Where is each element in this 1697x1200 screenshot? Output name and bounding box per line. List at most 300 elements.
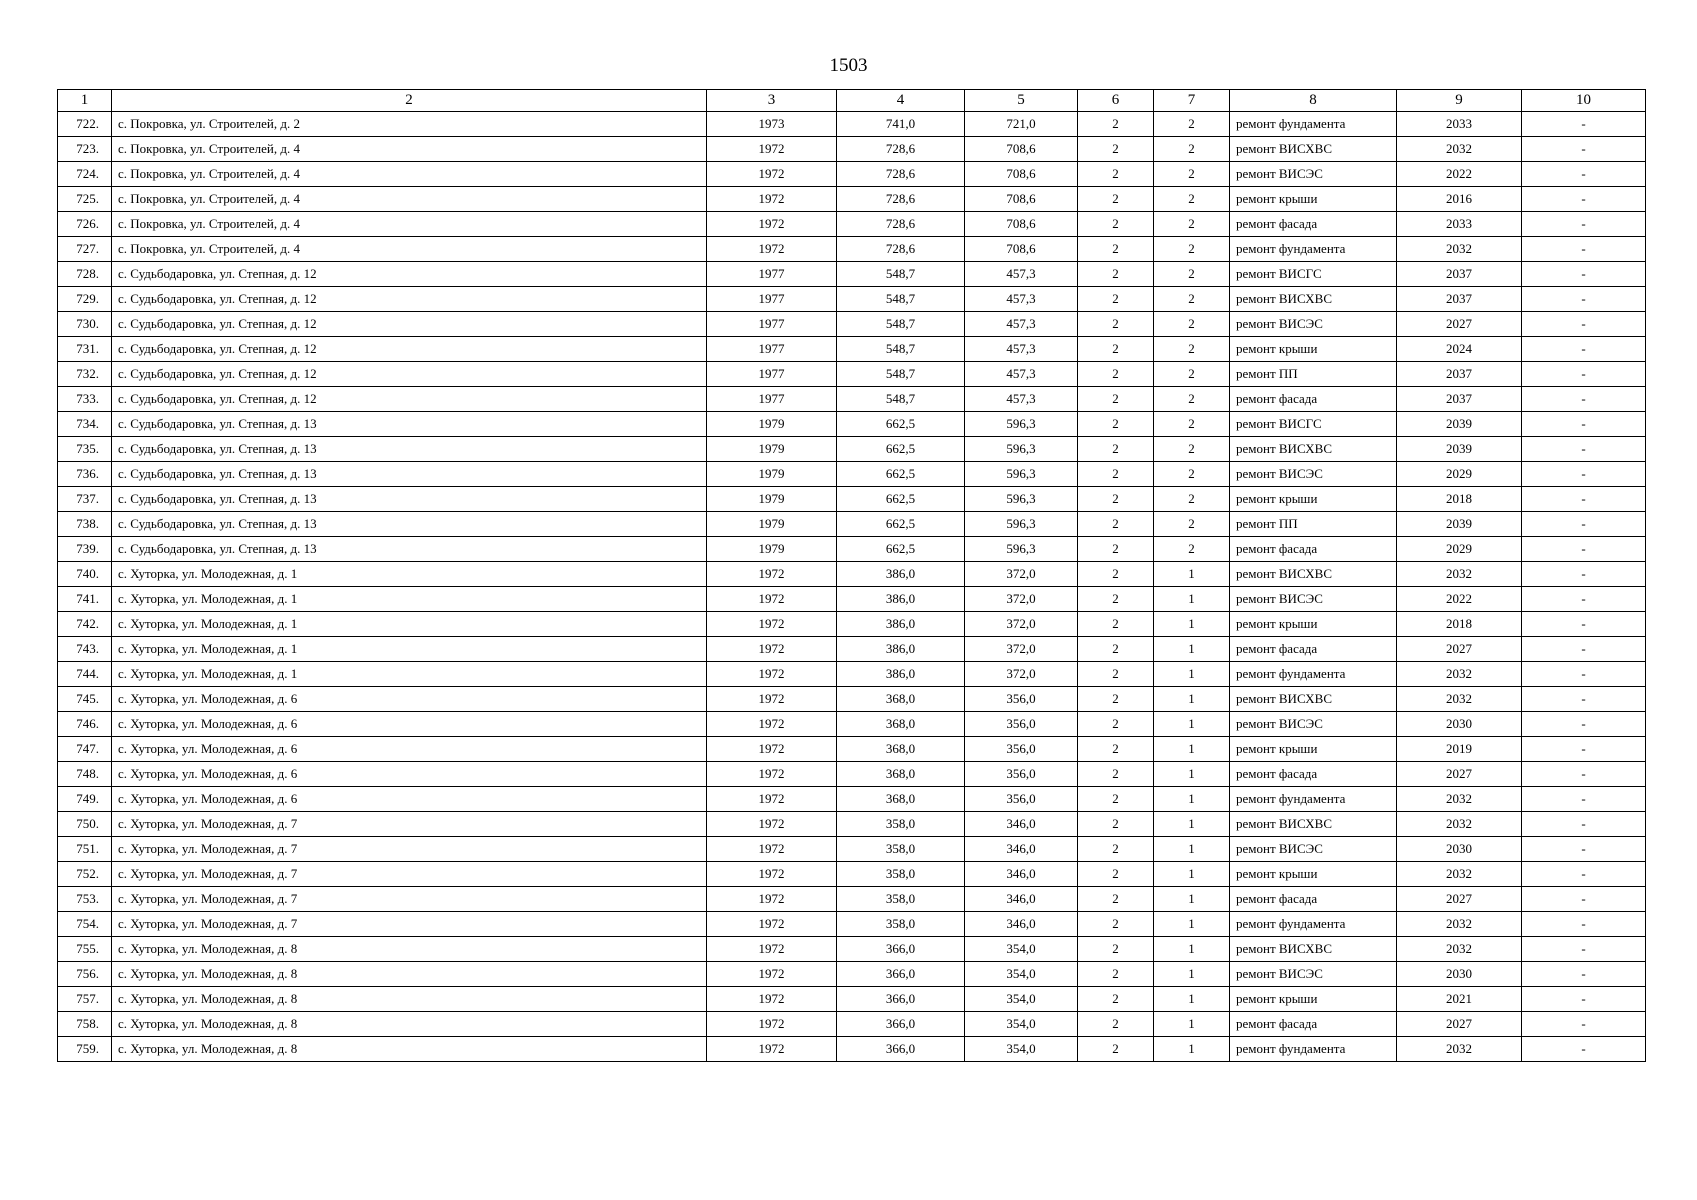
living-area-cell: 457,3 — [965, 312, 1078, 337]
entrances-cell: 2 — [1154, 337, 1230, 362]
floors-cell: 2 — [1078, 962, 1154, 987]
address-cell: с. Хуторка, ул. Молодежная, д. 7 — [112, 812, 707, 837]
total-area-cell: 662,5 — [837, 437, 965, 462]
planned-year-cell: 2032 — [1397, 562, 1522, 587]
living-area-cell: 372,0 — [965, 662, 1078, 687]
floors-cell: 2 — [1078, 1037, 1154, 1062]
living-area-cell: 708,6 — [965, 237, 1078, 262]
planned-year-cell: 2022 — [1397, 162, 1522, 187]
total-area-cell: 386,0 — [837, 637, 965, 662]
year-built-cell: 1972 — [707, 687, 837, 712]
total-area-cell: 386,0 — [837, 612, 965, 637]
note-cell: - — [1522, 987, 1646, 1012]
living-area-cell: 372,0 — [965, 637, 1078, 662]
note-cell: - — [1522, 537, 1646, 562]
column-header: 10 — [1522, 90, 1646, 112]
living-area-cell: 356,0 — [965, 762, 1078, 787]
floors-cell: 2 — [1078, 387, 1154, 412]
table-row — [58, 987, 1646, 1012]
total-area-cell: 548,7 — [837, 387, 965, 412]
planned-year-cell: 2027 — [1397, 1012, 1522, 1037]
table-row — [58, 137, 1646, 162]
floors-cell: 2 — [1078, 612, 1154, 637]
column-header: 4 — [837, 90, 965, 112]
entrances-cell: 1 — [1154, 737, 1230, 762]
row-number-cell: 743. — [58, 637, 112, 662]
entrances-cell: 2 — [1154, 162, 1230, 187]
total-area-cell: 358,0 — [837, 887, 965, 912]
year-built-cell: 1972 — [707, 237, 837, 262]
address-cell: с. Хуторка, ул. Молодежная, д. 8 — [112, 1012, 707, 1037]
total-area-cell: 728,6 — [837, 212, 965, 237]
total-area-cell: 548,7 — [837, 337, 965, 362]
floors-cell: 2 — [1078, 362, 1154, 387]
living-area-cell: 356,0 — [965, 787, 1078, 812]
entrances-cell: 2 — [1154, 237, 1230, 262]
floors-cell: 2 — [1078, 587, 1154, 612]
total-area-cell: 662,5 — [837, 412, 965, 437]
floors-cell: 2 — [1078, 337, 1154, 362]
entrances-cell: 2 — [1154, 512, 1230, 537]
entrances-cell: 1 — [1154, 787, 1230, 812]
planned-year-cell: 2039 — [1397, 437, 1522, 462]
work-type-cell: ремонт ВИСХВС — [1230, 562, 1397, 587]
note-cell: - — [1522, 437, 1646, 462]
total-area-cell: 368,0 — [837, 762, 965, 787]
entrances-cell: 1 — [1154, 812, 1230, 837]
note-cell: - — [1522, 362, 1646, 387]
work-type-cell: ремонт ВИСЭС — [1230, 587, 1397, 612]
floors-cell: 2 — [1078, 1012, 1154, 1037]
row-number-cell: 722. — [58, 112, 112, 137]
table-row — [58, 287, 1646, 312]
work-type-cell: ремонт крыши — [1230, 487, 1397, 512]
total-area-cell: 386,0 — [837, 662, 965, 687]
work-type-cell: ремонт крыши — [1230, 737, 1397, 762]
work-type-cell: ремонт фасада — [1230, 1012, 1397, 1037]
address-cell: с. Хуторка, ул. Молодежная, д. 1 — [112, 612, 707, 637]
column-header: 8 — [1230, 90, 1397, 112]
entrances-cell: 1 — [1154, 962, 1230, 987]
entrances-cell: 1 — [1154, 612, 1230, 637]
note-cell: - — [1522, 162, 1646, 187]
floors-cell: 2 — [1078, 712, 1154, 737]
entrances-cell: 2 — [1154, 537, 1230, 562]
year-built-cell: 1972 — [707, 762, 837, 787]
living-area-cell: 372,0 — [965, 562, 1078, 587]
table-row — [58, 962, 1646, 987]
address-cell: с. Хуторка, ул. Молодежная, д. 6 — [112, 687, 707, 712]
living-area-cell: 596,3 — [965, 512, 1078, 537]
living-area-cell: 372,0 — [965, 612, 1078, 637]
table-row — [58, 812, 1646, 837]
note-cell: - — [1522, 387, 1646, 412]
row-number-cell: 752. — [58, 862, 112, 887]
row-number-cell: 727. — [58, 237, 112, 262]
row-number-cell: 723. — [58, 137, 112, 162]
table-row — [58, 687, 1646, 712]
year-built-cell: 1979 — [707, 437, 837, 462]
total-area-cell: 358,0 — [837, 812, 965, 837]
table-row — [58, 537, 1646, 562]
planned-year-cell: 2032 — [1397, 662, 1522, 687]
note-cell: - — [1522, 662, 1646, 687]
planned-year-cell: 2032 — [1397, 812, 1522, 837]
address-cell: с. Хуторка, ул. Молодежная, д. 6 — [112, 737, 707, 762]
planned-year-cell: 2029 — [1397, 462, 1522, 487]
table-row — [58, 187, 1646, 212]
table-row — [58, 587, 1646, 612]
entrances-cell: 2 — [1154, 262, 1230, 287]
total-area-cell: 728,6 — [837, 237, 965, 262]
living-area-cell: 354,0 — [965, 1037, 1078, 1062]
row-number-cell: 740. — [58, 562, 112, 587]
table-row — [58, 637, 1646, 662]
total-area-cell: 366,0 — [837, 962, 965, 987]
address-cell: с. Хуторка, ул. Молодежная, д. 1 — [112, 662, 707, 687]
living-area-cell: 346,0 — [965, 837, 1078, 862]
entrances-cell: 1 — [1154, 912, 1230, 937]
row-number-cell: 734. — [58, 412, 112, 437]
planned-year-cell: 2027 — [1397, 637, 1522, 662]
year-built-cell: 1972 — [707, 562, 837, 587]
planned-year-cell: 2030 — [1397, 962, 1522, 987]
note-cell: - — [1522, 712, 1646, 737]
row-number-cell: 744. — [58, 662, 112, 687]
note-cell: - — [1522, 287, 1646, 312]
row-number-cell: 726. — [58, 212, 112, 237]
planned-year-cell: 2022 — [1397, 587, 1522, 612]
work-type-cell: ремонт ПП — [1230, 512, 1397, 537]
living-area-cell: 346,0 — [965, 862, 1078, 887]
year-built-cell: 1977 — [707, 312, 837, 337]
entrances-cell: 1 — [1154, 1037, 1230, 1062]
living-area-cell: 457,3 — [965, 387, 1078, 412]
planned-year-cell: 2016 — [1397, 187, 1522, 212]
floors-cell: 2 — [1078, 312, 1154, 337]
column-header: 2 — [112, 90, 707, 112]
table-row — [58, 362, 1646, 387]
floors-cell: 2 — [1078, 762, 1154, 787]
row-number-cell: 742. — [58, 612, 112, 637]
note-cell: - — [1522, 612, 1646, 637]
entrances-cell: 1 — [1154, 837, 1230, 862]
row-number-cell: 745. — [58, 687, 112, 712]
floors-cell: 2 — [1078, 112, 1154, 137]
year-built-cell: 1973 — [707, 112, 837, 137]
table-row — [58, 562, 1646, 587]
entrances-cell: 1 — [1154, 1012, 1230, 1037]
note-cell: - — [1522, 812, 1646, 837]
work-type-cell: ремонт ВИСГС — [1230, 262, 1397, 287]
living-area-cell: 356,0 — [965, 687, 1078, 712]
living-area-cell: 596,3 — [965, 462, 1078, 487]
planned-year-cell: 2037 — [1397, 387, 1522, 412]
living-area-cell: 596,3 — [965, 537, 1078, 562]
total-area-cell: 386,0 — [837, 562, 965, 587]
entrances-cell: 1 — [1154, 987, 1230, 1012]
row-number-cell: 725. — [58, 187, 112, 212]
floors-cell: 2 — [1078, 187, 1154, 212]
row-number-cell: 748. — [58, 762, 112, 787]
address-cell: с. Судьбодаровка, ул. Степная, д. 12 — [112, 362, 707, 387]
entrances-cell: 1 — [1154, 862, 1230, 887]
address-cell: с. Судьбодаровка, ул. Степная, д. 13 — [112, 412, 707, 437]
page-number: 1503 — [829, 55, 868, 76]
work-type-cell: ремонт фасада — [1230, 387, 1397, 412]
entrances-cell: 2 — [1154, 412, 1230, 437]
work-type-cell: ремонт фундамента — [1230, 912, 1397, 937]
total-area-cell: 368,0 — [837, 787, 965, 812]
entrances-cell: 2 — [1154, 212, 1230, 237]
column-header: 1 — [58, 90, 112, 112]
living-area-cell: 708,6 — [965, 162, 1078, 187]
work-type-cell: ремонт ВИСГС — [1230, 412, 1397, 437]
note-cell: - — [1522, 687, 1646, 712]
living-area-cell: 346,0 — [965, 912, 1078, 937]
entrances-cell: 1 — [1154, 562, 1230, 587]
planned-year-cell: 2018 — [1397, 487, 1522, 512]
floors-cell: 2 — [1078, 812, 1154, 837]
planned-year-cell: 2032 — [1397, 137, 1522, 162]
living-area-cell: 596,3 — [965, 437, 1078, 462]
planned-year-cell: 2030 — [1397, 837, 1522, 862]
floors-cell: 2 — [1078, 512, 1154, 537]
table-row — [58, 937, 1646, 962]
address-cell: с. Хуторка, ул. Молодежная, д. 7 — [112, 862, 707, 887]
year-built-cell: 1977 — [707, 337, 837, 362]
total-area-cell: 366,0 — [837, 1037, 965, 1062]
address-cell: с. Хуторка, ул. Молодежная, д. 8 — [112, 937, 707, 962]
year-built-cell: 1972 — [707, 787, 837, 812]
address-cell: с. Хуторка, ул. Молодежная, д. 1 — [112, 562, 707, 587]
year-built-cell: 1979 — [707, 512, 837, 537]
total-area-cell: 548,7 — [837, 287, 965, 312]
total-area-cell: 358,0 — [837, 912, 965, 937]
work-type-cell: ремонт крыши — [1230, 862, 1397, 887]
work-type-cell: ремонт ВИСХВС — [1230, 287, 1397, 312]
planned-year-cell: 2033 — [1397, 212, 1522, 237]
floors-cell: 2 — [1078, 162, 1154, 187]
total-area-cell: 548,7 — [837, 362, 965, 387]
year-built-cell: 1972 — [707, 1037, 837, 1062]
work-type-cell: ремонт ВИСЭС — [1230, 712, 1397, 737]
year-built-cell: 1972 — [707, 212, 837, 237]
planned-year-cell: 2032 — [1397, 912, 1522, 937]
table-row — [58, 162, 1646, 187]
work-type-cell: ремонт фасада — [1230, 637, 1397, 662]
address-cell: с. Судьбодаровка, ул. Степная, д. 13 — [112, 537, 707, 562]
note-cell: - — [1522, 587, 1646, 612]
living-area-cell: 457,3 — [965, 262, 1078, 287]
work-type-cell: ремонт фундамента — [1230, 237, 1397, 262]
living-area-cell: 596,3 — [965, 412, 1078, 437]
planned-year-cell: 2032 — [1397, 237, 1522, 262]
address-cell: с. Судьбодаровка, ул. Степная, д. 12 — [112, 262, 707, 287]
row-number-cell: 736. — [58, 462, 112, 487]
note-cell: - — [1522, 1012, 1646, 1037]
note-cell: - — [1522, 762, 1646, 787]
year-built-cell: 1972 — [707, 712, 837, 737]
note-cell: - — [1522, 512, 1646, 537]
table-body — [58, 112, 1646, 1062]
table-row — [58, 862, 1646, 887]
row-number-cell: 730. — [58, 312, 112, 337]
floors-cell: 2 — [1078, 637, 1154, 662]
year-built-cell: 1977 — [707, 387, 837, 412]
total-area-cell: 386,0 — [837, 587, 965, 612]
column-header: 9 — [1397, 90, 1522, 112]
row-number-cell: 729. — [58, 287, 112, 312]
living-area-cell: 596,3 — [965, 487, 1078, 512]
total-area-cell: 358,0 — [837, 837, 965, 862]
entrances-cell: 2 — [1154, 362, 1230, 387]
floors-cell: 2 — [1078, 862, 1154, 887]
living-area-cell: 708,6 — [965, 212, 1078, 237]
row-number-cell: 747. — [58, 737, 112, 762]
table-row — [58, 462, 1646, 487]
row-number-cell: 754. — [58, 912, 112, 937]
table-row — [58, 212, 1646, 237]
floors-cell: 2 — [1078, 887, 1154, 912]
table-row — [58, 487, 1646, 512]
planned-year-cell: 2037 — [1397, 362, 1522, 387]
planned-year-cell: 2037 — [1397, 262, 1522, 287]
work-type-cell: ремонт фасада — [1230, 887, 1397, 912]
note-cell: - — [1522, 912, 1646, 937]
floors-cell: 2 — [1078, 287, 1154, 312]
living-area-cell: 721,0 — [965, 112, 1078, 137]
address-cell: с. Хуторка, ул. Молодежная, д. 6 — [112, 712, 707, 737]
planned-year-cell: 2032 — [1397, 787, 1522, 812]
year-built-cell: 1972 — [707, 662, 837, 687]
floors-cell: 2 — [1078, 562, 1154, 587]
row-number-cell: 735. — [58, 437, 112, 462]
living-area-cell: 356,0 — [965, 712, 1078, 737]
year-built-cell: 1972 — [707, 862, 837, 887]
table-row — [58, 912, 1646, 937]
work-type-cell: ремонт ВИСЭС — [1230, 162, 1397, 187]
year-built-cell: 1977 — [707, 287, 837, 312]
entrances-cell: 1 — [1154, 637, 1230, 662]
address-cell: с. Хуторка, ул. Молодежная, д. 6 — [112, 762, 707, 787]
row-number-cell: 756. — [58, 962, 112, 987]
row-number-cell: 733. — [58, 387, 112, 412]
total-area-cell: 741,0 — [837, 112, 965, 137]
living-area-cell: 708,6 — [965, 137, 1078, 162]
work-type-cell: ремонт крыши — [1230, 187, 1397, 212]
planned-year-cell: 2039 — [1397, 412, 1522, 437]
table-row — [58, 887, 1646, 912]
floors-cell: 2 — [1078, 237, 1154, 262]
row-number-cell: 737. — [58, 487, 112, 512]
planned-year-cell: 2024 — [1397, 337, 1522, 362]
year-built-cell: 1979 — [707, 487, 837, 512]
planned-year-cell: 2027 — [1397, 312, 1522, 337]
entrances-cell: 1 — [1154, 662, 1230, 687]
row-number-cell: 741. — [58, 587, 112, 612]
work-type-cell: ремонт ВИСЭС — [1230, 837, 1397, 862]
table-row — [58, 412, 1646, 437]
planned-year-cell: 2018 — [1397, 612, 1522, 637]
address-cell: с. Судьбодаровка, ул. Степная, д. 13 — [112, 462, 707, 487]
work-type-cell: ремонт фундамента — [1230, 662, 1397, 687]
table-row — [58, 437, 1646, 462]
address-cell: с. Судьбодаровка, ул. Степная, д. 12 — [112, 287, 707, 312]
floors-cell: 2 — [1078, 262, 1154, 287]
entrances-cell: 1 — [1154, 937, 1230, 962]
entrances-cell: 1 — [1154, 887, 1230, 912]
floors-cell: 2 — [1078, 912, 1154, 937]
total-area-cell: 366,0 — [837, 937, 965, 962]
column-number-header-row — [58, 90, 1646, 112]
row-number-cell: 759. — [58, 1037, 112, 1062]
row-number-cell: 738. — [58, 512, 112, 537]
address-cell: с. Хуторка, ул. Молодежная, д. 7 — [112, 912, 707, 937]
year-built-cell: 1977 — [707, 262, 837, 287]
row-number-cell: 749. — [58, 787, 112, 812]
row-number-cell: 739. — [58, 537, 112, 562]
floors-cell: 2 — [1078, 437, 1154, 462]
living-area-cell: 346,0 — [965, 887, 1078, 912]
table-row — [58, 737, 1646, 762]
note-cell: - — [1522, 187, 1646, 212]
work-type-cell: ремонт ВИСЭС — [1230, 312, 1397, 337]
column-header: 7 — [1154, 90, 1230, 112]
address-cell: с. Судьбодаровка, ул. Степная, д. 12 — [112, 337, 707, 362]
work-type-cell: ремонт ВИСХВС — [1230, 687, 1397, 712]
entrances-cell: 2 — [1154, 462, 1230, 487]
note-cell: - — [1522, 862, 1646, 887]
entrances-cell: 2 — [1154, 387, 1230, 412]
year-built-cell: 1972 — [707, 837, 837, 862]
planned-year-cell: 2037 — [1397, 287, 1522, 312]
table-row — [58, 237, 1646, 262]
address-cell: с. Хуторка, ул. Молодежная, д. 1 — [112, 587, 707, 612]
year-built-cell: 1972 — [707, 962, 837, 987]
total-area-cell: 662,5 — [837, 537, 965, 562]
note-cell: - — [1522, 562, 1646, 587]
note-cell: - — [1522, 737, 1646, 762]
living-area-cell: 356,0 — [965, 737, 1078, 762]
year-built-cell: 1972 — [707, 187, 837, 212]
entrances-cell: 1 — [1154, 712, 1230, 737]
row-number-cell: 757. — [58, 987, 112, 1012]
table-row — [58, 712, 1646, 737]
work-type-cell: ремонт ВИСХВС — [1230, 937, 1397, 962]
year-built-cell: 1977 — [707, 362, 837, 387]
address-cell: с. Покровка, ул. Строителей, д. 4 — [112, 187, 707, 212]
entrances-cell: 1 — [1154, 587, 1230, 612]
year-built-cell: 1972 — [707, 587, 837, 612]
living-area-cell: 708,6 — [965, 187, 1078, 212]
total-area-cell: 662,5 — [837, 487, 965, 512]
total-area-cell: 358,0 — [837, 862, 965, 887]
floors-cell: 2 — [1078, 412, 1154, 437]
table-row — [58, 837, 1646, 862]
living-area-cell: 354,0 — [965, 962, 1078, 987]
column-header: 6 — [1078, 90, 1154, 112]
year-built-cell: 1972 — [707, 987, 837, 1012]
floors-cell: 2 — [1078, 487, 1154, 512]
work-type-cell: ремонт ВИСЭС — [1230, 462, 1397, 487]
row-number-cell: 746. — [58, 712, 112, 737]
address-cell: с. Судьбодаровка, ул. Степная, д. 12 — [112, 387, 707, 412]
total-area-cell: 368,0 — [837, 687, 965, 712]
work-type-cell: ремонт фундамента — [1230, 1037, 1397, 1062]
living-area-cell: 346,0 — [965, 812, 1078, 837]
total-area-cell: 662,5 — [837, 462, 965, 487]
